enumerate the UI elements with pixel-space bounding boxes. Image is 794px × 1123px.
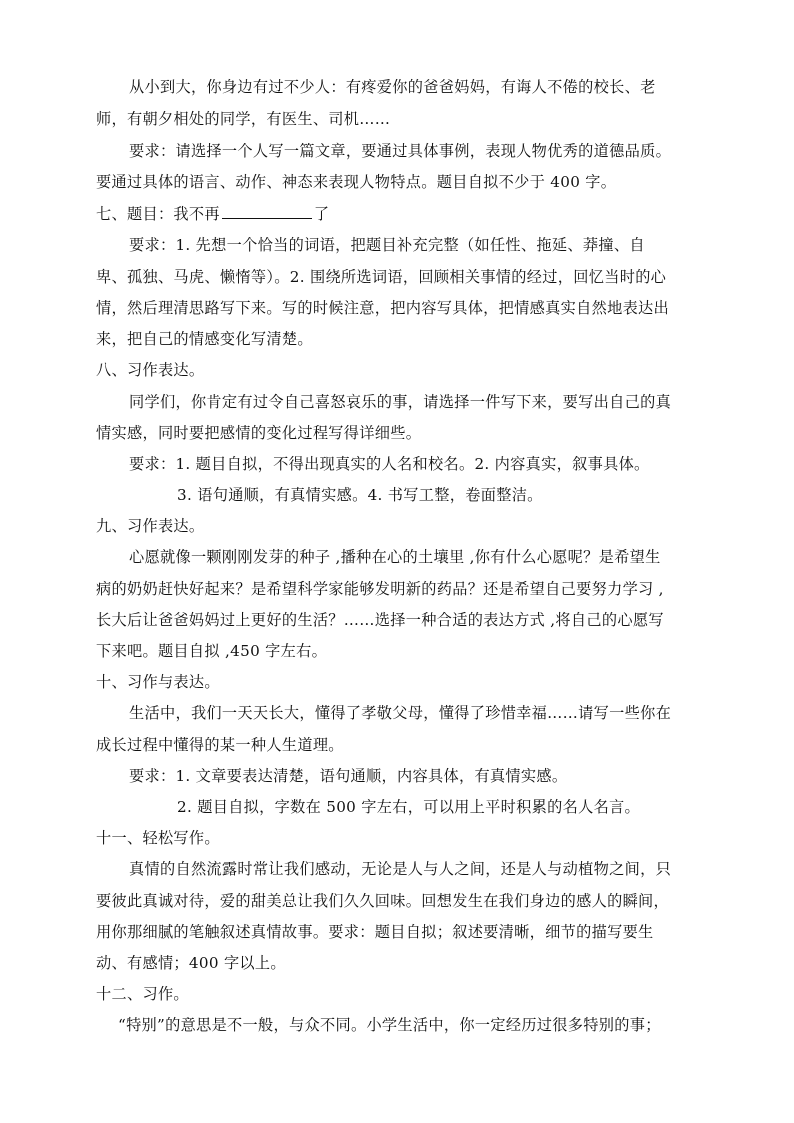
text-line: 心愿就像一颗刚刚发芽的种子 ,播种在心的土壤里 ,你有什么心愿呢？是希望生 xyxy=(129,548,661,566)
text-line: 来，把自己的情感变化写清楚。 xyxy=(96,330,313,348)
section-heading: 八、习作表达。 xyxy=(96,361,205,379)
text-line: 要求：1. 题目自拟，不得出现真实的人名和校名。2. 内容真实，叙事具体。 xyxy=(129,455,650,473)
text-line: 生活中，我们一天天长大，懂得了孝敬父母，懂得了珍惜幸福……请写一些你在 xyxy=(129,704,672,722)
section-heading: 十一、轻松写作。 xyxy=(96,829,220,847)
text-line: “特别”的意思是不一般，与众不同。小学生活中，你一定经历过很多特别的事； xyxy=(118,1016,661,1034)
text-line: 卑、孤独、马虎、懒惰等）。2. 围绕所选词语，回顾相关事情的经过，回忆当时的心 xyxy=(96,268,667,286)
section-heading: 九、习作表达。 xyxy=(96,517,205,535)
text-line: 要求：请选择一个人写一篇文章，要通过具体事例，表现人物优秀的道德品质。 xyxy=(129,142,672,160)
text-line: 2. 题目自拟，字数在 500 字左右，可以用上平时积累的名人名言。 xyxy=(177,798,641,816)
section-heading: 十、习作与表达。 xyxy=(96,673,220,691)
text-line: 下来吧。题目自拟 ,450 字左右。 xyxy=(96,642,328,660)
text-line: 要求：1. 文章要表达清楚，语句通顺，内容具体，有真情实感。 xyxy=(129,767,568,785)
text-line: 成长过程中懂得的某一种人生道理。 xyxy=(96,736,344,754)
section-heading: 十二、习作。 xyxy=(96,985,189,1003)
text-line: 病的奶奶赶快好起来？是希望科学家能够发明新的药品？还是希望自己要努力学习 , xyxy=(96,580,664,598)
section-heading xyxy=(96,204,329,224)
text-line: 情实感，同时要把感情的变化过程写得详细些。 xyxy=(96,424,422,442)
text-line: 从小到大，你身边有过不少人：有疼爱你的爸爸妈妈，有诲人不倦的校长、老 xyxy=(129,78,656,96)
heading-text: 七、题目：我不再 xyxy=(96,205,220,223)
text-line: 要求：1. 先想一个恰当的词语，把题目补充完整（如任性、拖延、莽撞、自 xyxy=(129,236,645,254)
text-line: 用你那细腻的笔触叙述真情故事。要求：题目自拟；叙述要清晰，细节的描写要生 xyxy=(96,923,654,941)
text-line: 师，有朝夕相处的同学，有医生、司机…… xyxy=(96,110,391,128)
text-line: 3. 语句通顺，有真情实感。4. 书写工整，卷面整洁。 xyxy=(177,486,543,504)
fill-in-blank xyxy=(222,204,312,219)
text-line: 长大后让爸爸妈妈过上更好的生活？……选择一种合适的表达方式 ,将自己的心愿写 xyxy=(96,611,664,629)
text-line: 同学们，你肯定有过令自己喜怒哀乐的事，请选择一件写下来，要写出自己的真 xyxy=(129,393,672,411)
text-line: 要通过具体的语言、动作、神态来表现人物特点。题目自拟不少于 400 字。 xyxy=(96,173,617,191)
text-line: 情，然后理清思路写下来。写的时候注意，把内容写具体，把情感真实自然地表达出 xyxy=(96,299,670,317)
text-line: 动、有感情；400 字以上。 xyxy=(96,954,286,972)
text-line: 要彼此真诚对待，爱的甜美总让我们久久回味。回想发生在我们身边的感人的瞬间， xyxy=(96,892,670,910)
text-line: 真情的自然流露时常让我们感动，无论是人与人之间，还是人与动植物之间，只 xyxy=(129,860,672,878)
heading-suffix: 了 xyxy=(313,205,330,223)
